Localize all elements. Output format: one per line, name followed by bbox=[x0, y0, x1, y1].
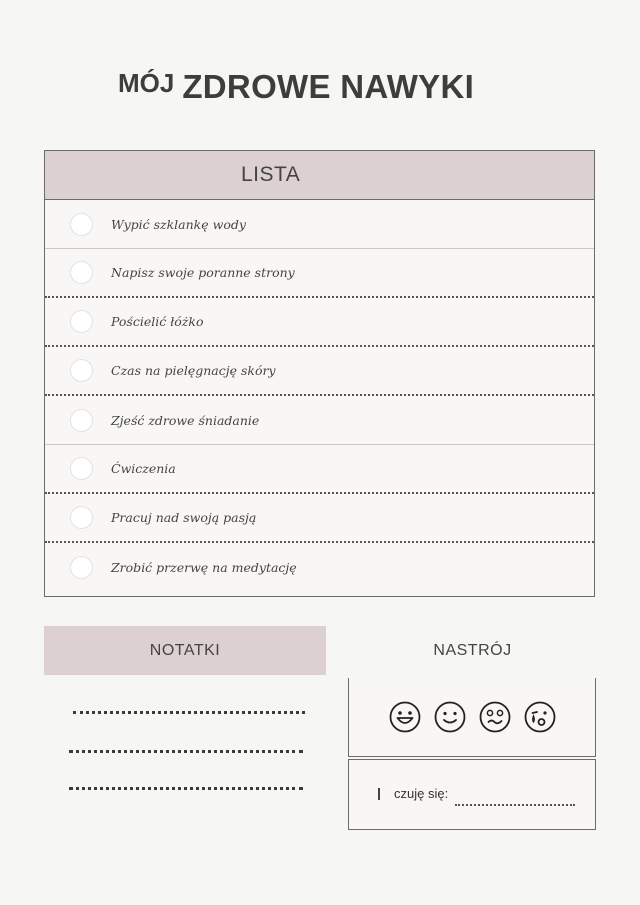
checklist-item bbox=[45, 347, 594, 396]
note-line[interactable] bbox=[73, 711, 305, 714]
checkbox-circle[interactable] bbox=[70, 506, 93, 529]
checkbox-circle[interactable] bbox=[70, 457, 93, 480]
title-main: ZDROWE NAWYKI bbox=[182, 68, 475, 105]
checkbox-circle[interactable] bbox=[70, 261, 93, 284]
checklist-item-label: Zjeść zdrowe śniadanie bbox=[111, 412, 260, 428]
habit-checklist bbox=[44, 150, 595, 597]
checklist-item bbox=[45, 543, 594, 592]
notes-header bbox=[44, 626, 326, 675]
checklist-item-label: Pościelić łóżko bbox=[111, 314, 204, 329]
checkbox-circle[interactable] bbox=[70, 409, 93, 432]
checklist-item bbox=[45, 494, 594, 543]
text-cursor bbox=[378, 788, 380, 800]
checklist-rows bbox=[45, 200, 594, 592]
notes-header-label: NOTATKI bbox=[149, 641, 221, 659]
checklist-item-label: Wypić szklankę wody bbox=[111, 216, 246, 232]
checklist-item bbox=[45, 200, 594, 249]
title-prefix: MÓJ bbox=[118, 68, 175, 98]
feeling-input-line[interactable] bbox=[455, 804, 575, 806]
mood-selector bbox=[348, 678, 596, 757]
note-line[interactable] bbox=[69, 750, 303, 753]
checklist-item-label: Ćwiczenia bbox=[111, 461, 176, 476]
checklist-item-label: Napisz swoje poranne strony bbox=[111, 265, 295, 280]
feeling-label: czuję się: bbox=[394, 786, 449, 801]
mood-header bbox=[349, 626, 596, 675]
note-line[interactable] bbox=[69, 787, 303, 790]
grinning-face-icon[interactable] bbox=[389, 701, 421, 733]
checkbox-circle[interactable] bbox=[70, 310, 93, 333]
feeling-field[interactable] bbox=[348, 759, 596, 830]
checklist-item bbox=[45, 249, 594, 298]
checklist-item-label: Pracuj nad swoją pasją bbox=[111, 510, 257, 525]
checklist-item bbox=[45, 396, 594, 445]
checklist-item bbox=[45, 445, 594, 494]
checklist-item-label: Czas na pielęgnację skóry bbox=[111, 363, 276, 378]
crying-face-icon[interactable] bbox=[524, 701, 556, 733]
smiling-face-icon[interactable] bbox=[434, 701, 466, 733]
checkbox-circle[interactable] bbox=[70, 556, 93, 579]
checklist-item bbox=[45, 298, 594, 347]
mood-header-label: NASTRÓJ bbox=[433, 641, 512, 659]
woozy-face-icon[interactable] bbox=[479, 701, 511, 733]
checklist-header bbox=[45, 151, 594, 200]
checklist-header-label: LISTA bbox=[241, 163, 301, 186]
page-title bbox=[118, 66, 475, 105]
checkbox-circle[interactable] bbox=[70, 213, 93, 236]
checklist-item-label: Zrobić przerwę na medytację bbox=[111, 560, 297, 575]
checkbox-circle[interactable] bbox=[70, 359, 93, 382]
